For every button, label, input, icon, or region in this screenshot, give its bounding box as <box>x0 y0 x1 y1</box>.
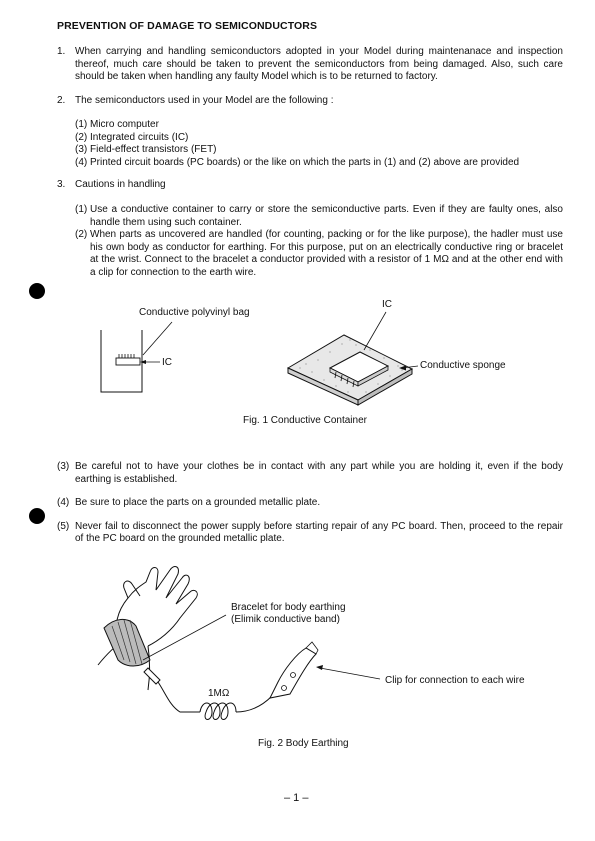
resistor-coil <box>200 703 236 720</box>
section-1-number: 1. <box>57 46 66 57</box>
fig2-caption: Fig. 2 Body Earthing <box>258 738 349 749</box>
section-3-number: 3. <box>57 179 66 190</box>
bracelet-label: Bracelet for body earthing (Elimik conductive band) <box>231 602 346 625</box>
clip-label: Clip for connection to each wire <box>385 675 525 686</box>
bracelet-band <box>104 619 150 666</box>
bag-label: Conductive polyvinyl bag <box>139 307 250 318</box>
section-3-text: Cautions in handling <box>75 179 166 190</box>
caution-item: (3) Be careful not to have your clothes be in contact with any part while you are holding it, even if the body earthing is established. <box>57 461 563 485</box>
list-item: (2) Integrated circuits (IC) <box>75 131 189 143</box>
sponge-label: Conductive sponge <box>420 360 506 371</box>
list-item: (3) Field-effect transistors (FET) <box>75 144 217 155</box>
caution-item: (4) Be sure to place the parts on a grounded metallic plate. <box>57 497 321 508</box>
resistor-label: 1MΩ <box>208 688 230 699</box>
bracelet-leader <box>143 615 226 660</box>
list-item: (4) Printed circuit boards (PC boards) or the like on which the parts in (1) and (2) above are provided <box>75 156 520 168</box>
section-2-number: 2. <box>57 95 66 106</box>
caution-item: (2) When parts as uncovered are handled (for counting, packing or for the like purpose), the hadler must use his own body as conductor for earthing. For this purpose, put on an electrically conductive ring or bracelet at the wrist. Connect to the bracelet a conductor provided with a resistor of 1 MΩ and at the other end with a clip for connection to the earth wire. <box>75 229 563 278</box>
fig1-caption: Fig. 1 Conductive Container <box>243 415 367 426</box>
page-number: – 1 – <box>284 792 309 804</box>
list-item: (1) Micro computer <box>75 119 159 130</box>
caution-item: (5) Never fail to disconnect the power supply before starting repair of any PC board. Then, proceed to the repair of the PC board on the grounded metallic plate. <box>57 520 563 544</box>
earth-wire <box>158 682 200 712</box>
section-2-text: The semiconductors used in your Model are the following : <box>75 95 334 106</box>
clip-leader <box>320 668 380 679</box>
page-title: PREVENTION OF DAMAGE TO SEMICONDUCTORS <box>57 20 318 32</box>
caution-item: (1) Use a conductive container to carry or store the semiconductive parts. Even if they are faulty ones, also handle them using such container. <box>75 204 563 228</box>
ic-label-top: IC <box>382 299 392 310</box>
ic-label-left: IC <box>162 357 172 368</box>
alligator-clip <box>270 648 316 698</box>
section-1-text: When carrying and handling semiconductors adopted in your Model during maintenanace and inspection thereof, much care should be taken to prevent the semiconductors from being damaged. Also, such care should be taken when handling any faulty Model which is to be returned to factory. <box>75 46 563 82</box>
